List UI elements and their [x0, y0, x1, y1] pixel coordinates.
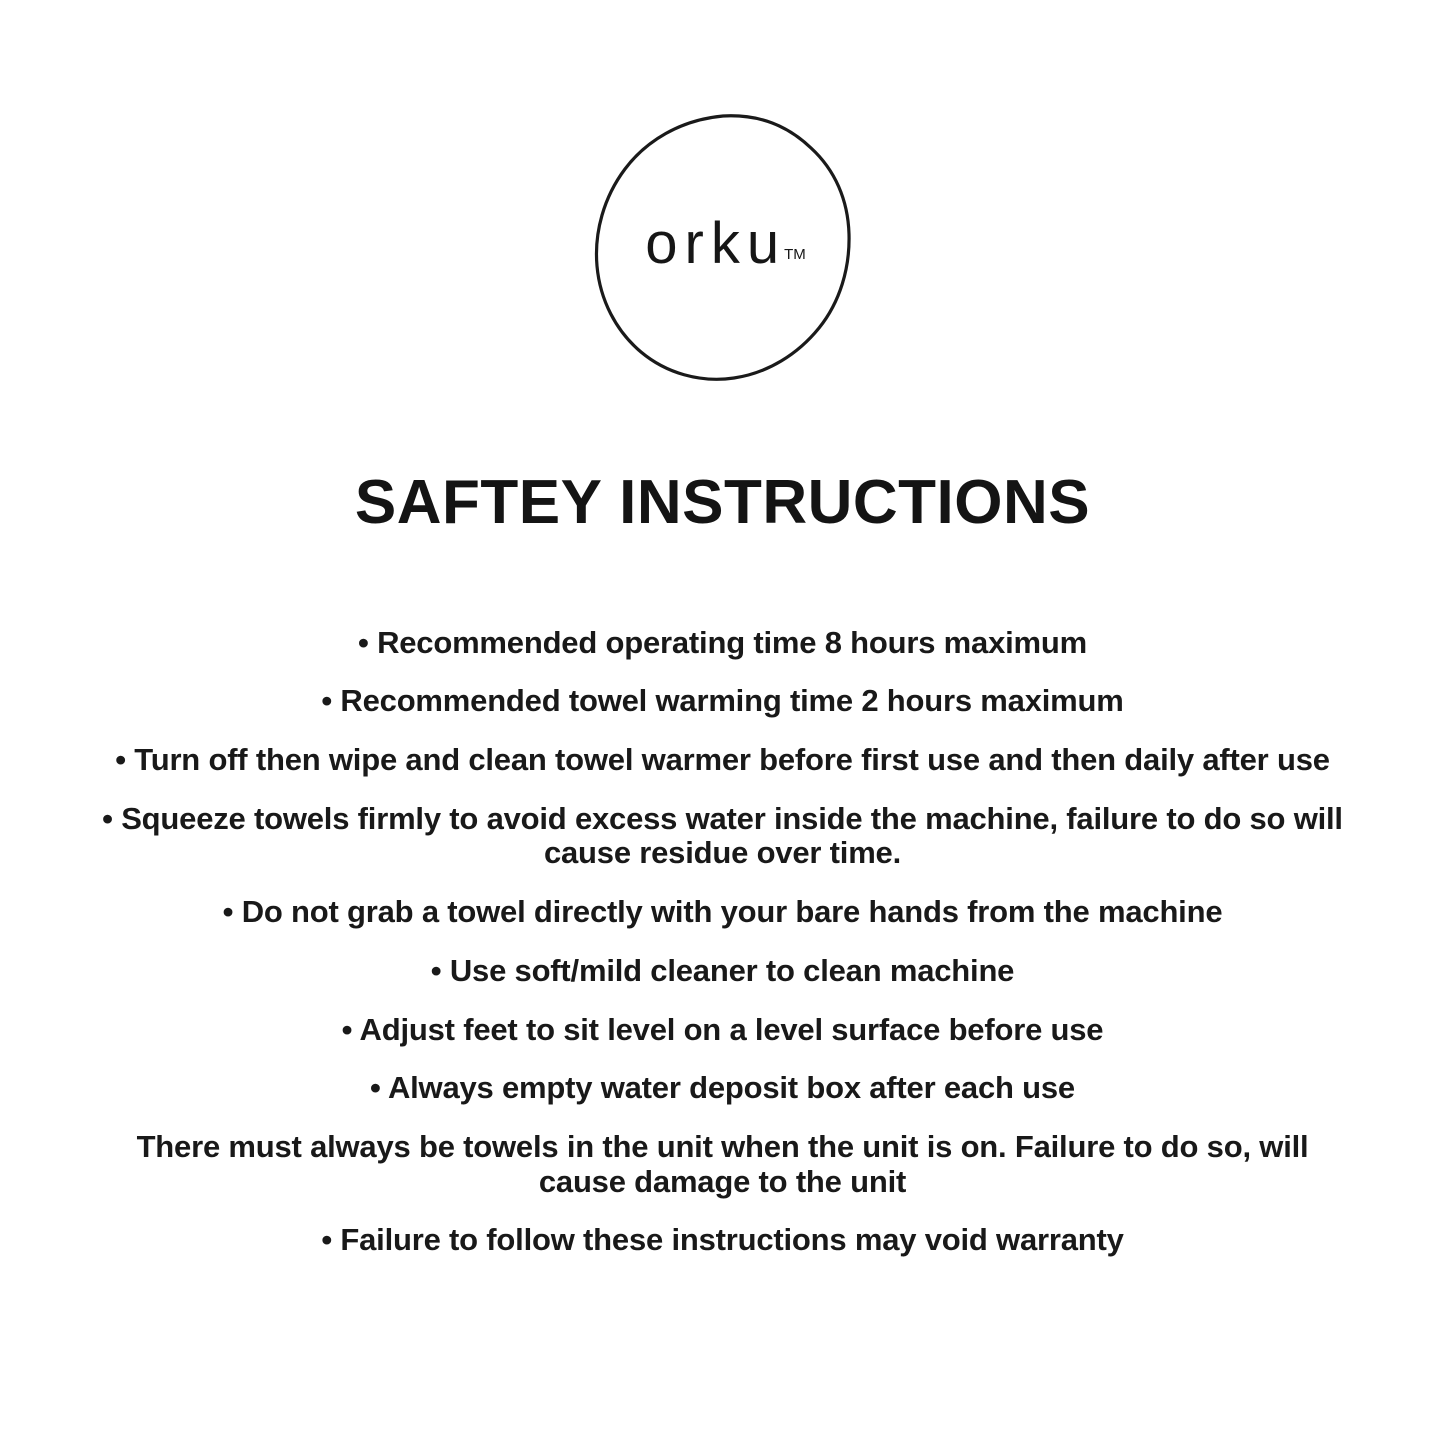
instructions-list [93, 626, 1353, 1283]
list-item: • Use soft/mild cleaner to clean machine [430, 952, 1015, 988]
list-item: There must always be towels in the unit when the unit is on. Failure to do so, will cause damage to the unit [136, 1129, 1309, 1199]
list-item: • Do not grab a towel directly with your bare hands from the machine [222, 894, 1223, 930]
list-item: • Squeeze towels firmly to avoid excess water inside the machine, failure to do so will cause residue over time. [102, 800, 1343, 871]
list-item: • Recommended towel warming time 2 hours maximum [321, 683, 1124, 719]
list-item: • Turn off then wipe and clean towel warmer before first use and then daily after use [115, 741, 1330, 777]
brand-logo [592, 112, 854, 384]
logo-brand-text: orku [645, 211, 787, 276]
list-item: • Adjust feet to sit level on a level surface before use [341, 1011, 1104, 1047]
list-item: • Always empty water deposit box after each use [370, 1070, 1075, 1106]
list-item: • Failure to follow these instructions may void warranty [321, 1222, 1124, 1258]
list-item: • Recommended operating time 8 hours maximum [358, 624, 1087, 660]
logo-wordmark [592, 112, 854, 384]
page-title: SAFTEY INSTRUCTIONS [354, 468, 1091, 537]
logo-trademark: TM [784, 245, 806, 263]
